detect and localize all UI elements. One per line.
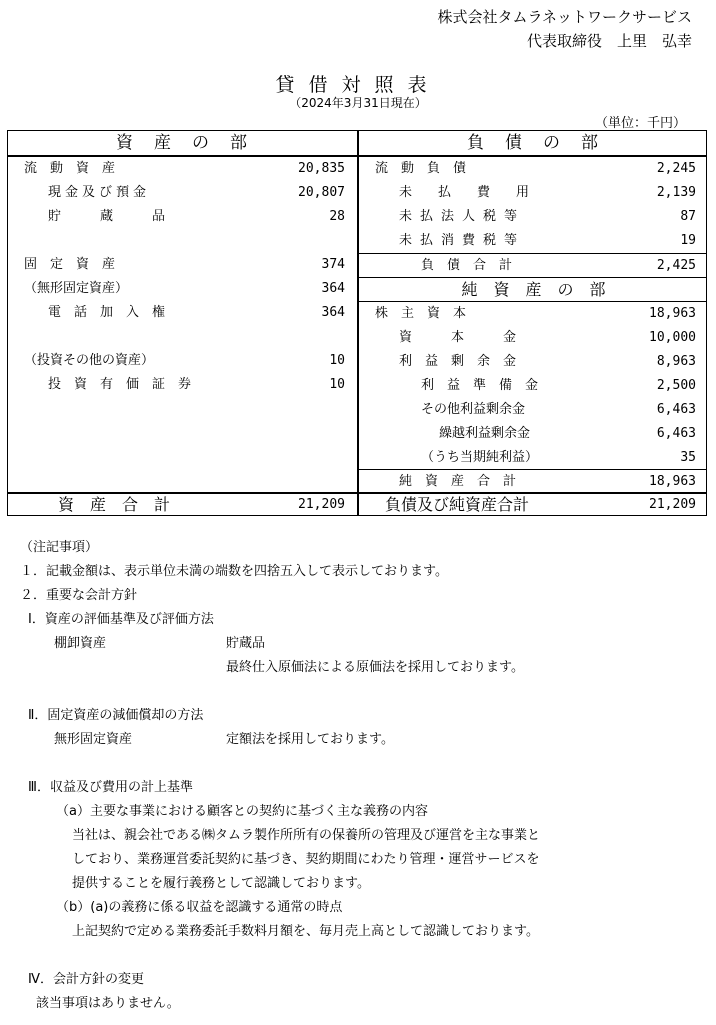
asset-label: 貯 蔵 品 <box>48 209 166 224</box>
grand-total-amount: 21,209 <box>649 497 696 512</box>
liabilities-total-label: 負 債 合 計 <box>421 258 513 273</box>
liability-row <box>359 181 708 205</box>
assets-total-row <box>8 493 357 517</box>
net-asset-label: 資 本 金 <box>399 330 517 345</box>
note-line: 当社は、親会社である㈱タムラ製作所所有の保養所の管理及び運営を主な事業と <box>72 828 541 843</box>
net-asset-amount: 6,463 <box>656 426 696 441</box>
unit-label: （単位：千円） <box>594 116 686 131</box>
net-asset-row <box>359 350 708 374</box>
balance-sheet-table <box>7 130 707 516</box>
liability-label: 未払消費税等 <box>399 233 526 248</box>
net-assets-total-row <box>359 470 708 494</box>
liability-label: 未払法人税等 <box>399 209 526 224</box>
asset-amount: 10 <box>329 353 345 368</box>
asset-amount: 20,835 <box>298 161 345 176</box>
notes-heading: （注記事項） <box>20 540 99 555</box>
asset-row <box>8 301 357 325</box>
net-asset-row <box>359 374 708 398</box>
liability-amount: 2,139 <box>656 185 696 200</box>
liabilities-section-header: 負 債 の 部 <box>467 133 600 153</box>
asset-row <box>8 253 357 277</box>
net-asset-amount: 2,500 <box>656 378 696 393</box>
asset-amount: 20,807 <box>298 185 345 200</box>
note-line: 該当事項はありません。 <box>36 996 180 1011</box>
net-asset-amount: 18,963 <box>649 306 696 321</box>
net-asset-label: （うち当期純利益） <box>421 450 539 465</box>
liability-label: 未 払 費 用 <box>399 185 530 200</box>
representative-name: 代表取締役 上里 弘幸 <box>526 32 692 50</box>
as-of-date: （2024年3月31日現在） <box>289 96 427 110</box>
asset-row <box>8 205 357 229</box>
note-line: 上記契約で定める業務委託手数料月額を、毎月売上高として認識しております。 <box>72 924 539 939</box>
asset-row <box>8 157 357 181</box>
asset-label: 固 定 資 産 <box>24 257 116 272</box>
note-line: Ⅳ．会計方針の変更 <box>28 972 144 987</box>
note-line: 最終仕入原価法による原価法を採用しております。 <box>226 660 524 675</box>
note-line: 貯蔵品 <box>226 636 266 651</box>
liabilities-total-amount: 2,425 <box>656 258 696 273</box>
note-line: 無形固定資産 <box>54 732 133 747</box>
asset-amount: 364 <box>321 305 345 320</box>
assets-total-label: 資 産 合 計 <box>58 495 171 514</box>
note-line: ２．重要な会計方針 <box>20 588 138 603</box>
net-asset-amount: 10,000 <box>649 330 696 345</box>
liability-row <box>359 229 708 253</box>
note-line: しており、業務運営委託契約に基づき、契約期間にわたり管理・運営サービスを <box>72 852 540 867</box>
liability-amount: 87 <box>680 209 696 224</box>
note-line: （b）(a)の義務に係る収益を認識する通常の時点 <box>56 900 343 915</box>
asset-label: 流 動 資 産 <box>24 161 116 176</box>
net-asset-label: 株 主 資 本 <box>375 306 467 321</box>
net-asset-label: 繰越利益剰余金 <box>439 426 531 441</box>
grand-total-label: 負債及び純資産合計 <box>385 495 530 514</box>
net-asset-row <box>359 326 708 350</box>
asset-amount: 28 <box>329 209 345 224</box>
asset-amount: 364 <box>321 281 345 296</box>
net-asset-row <box>359 422 708 446</box>
net-assets-section-header: 純 資 産 の 部 <box>461 280 606 299</box>
note-line: 定額法を採用しております。 <box>226 732 394 747</box>
asset-amount: 10 <box>329 377 345 392</box>
note-line: Ⅱ．固定資産の減価償却の方法 <box>28 708 204 723</box>
liability-amount: 19 <box>680 233 696 248</box>
net-assets-total-amount: 18,963 <box>649 474 696 489</box>
note-line: １．記載金額は、表示単位未満の端数を四捨五入して表示しております。 <box>20 564 448 579</box>
note-line: Ⅲ．収益及び費用の計上基準 <box>28 780 193 795</box>
asset-label: （無形固定資産） <box>24 281 129 296</box>
asset-row <box>8 277 357 301</box>
company-name: 株式会社タムラネットワークサービス <box>437 8 692 26</box>
asset-label: （投資その他の資産） <box>24 353 155 368</box>
asset-label: 現金及び預金 <box>48 185 151 200</box>
net-asset-row <box>359 398 708 422</box>
net-asset-label: 利 益 剰 余 金 <box>399 354 517 369</box>
liabilities-total-row <box>359 254 708 278</box>
liability-label: 流 動 負 債 <box>375 161 467 176</box>
note-line: 棚卸資産 <box>54 636 107 651</box>
net-asset-amount: 6,463 <box>656 402 696 417</box>
net-asset-row <box>359 302 708 326</box>
note-line: 提供することを履行義務として認識しております。 <box>72 876 370 891</box>
net-asset-label: その他利益剰余金 <box>421 402 526 417</box>
net-asset-label: 利 益 準 備 金 <box>421 378 539 393</box>
asset-label: 電 話 加 入 権 <box>48 305 166 320</box>
grand-total-row <box>359 493 708 517</box>
asset-row <box>8 373 357 397</box>
net-asset-row <box>359 446 708 470</box>
net-assets-total-label: 純 資 産 合 計 <box>399 474 517 489</box>
net-asset-amount: 8,963 <box>656 354 696 369</box>
note-line: （a）主要な事業における顧客との契約に基づく主な義務の内容 <box>56 804 428 819</box>
asset-amount: 374 <box>321 257 345 272</box>
net-asset-amount: 35 <box>680 450 696 465</box>
note-line: Ⅰ．資産の評価基準及び評価方法 <box>28 612 214 627</box>
liability-row <box>359 157 708 181</box>
page-title: 貸借対照表 <box>275 74 441 96</box>
assets-section-header: 資 産 の 部 <box>116 133 249 153</box>
asset-row <box>8 181 357 205</box>
liability-row <box>359 205 708 229</box>
asset-label: 投 資 有 価 証 券 <box>48 377 192 392</box>
assets-total-amount: 21,209 <box>298 497 345 512</box>
asset-row <box>8 349 357 373</box>
liability-amount: 2,245 <box>656 161 696 176</box>
